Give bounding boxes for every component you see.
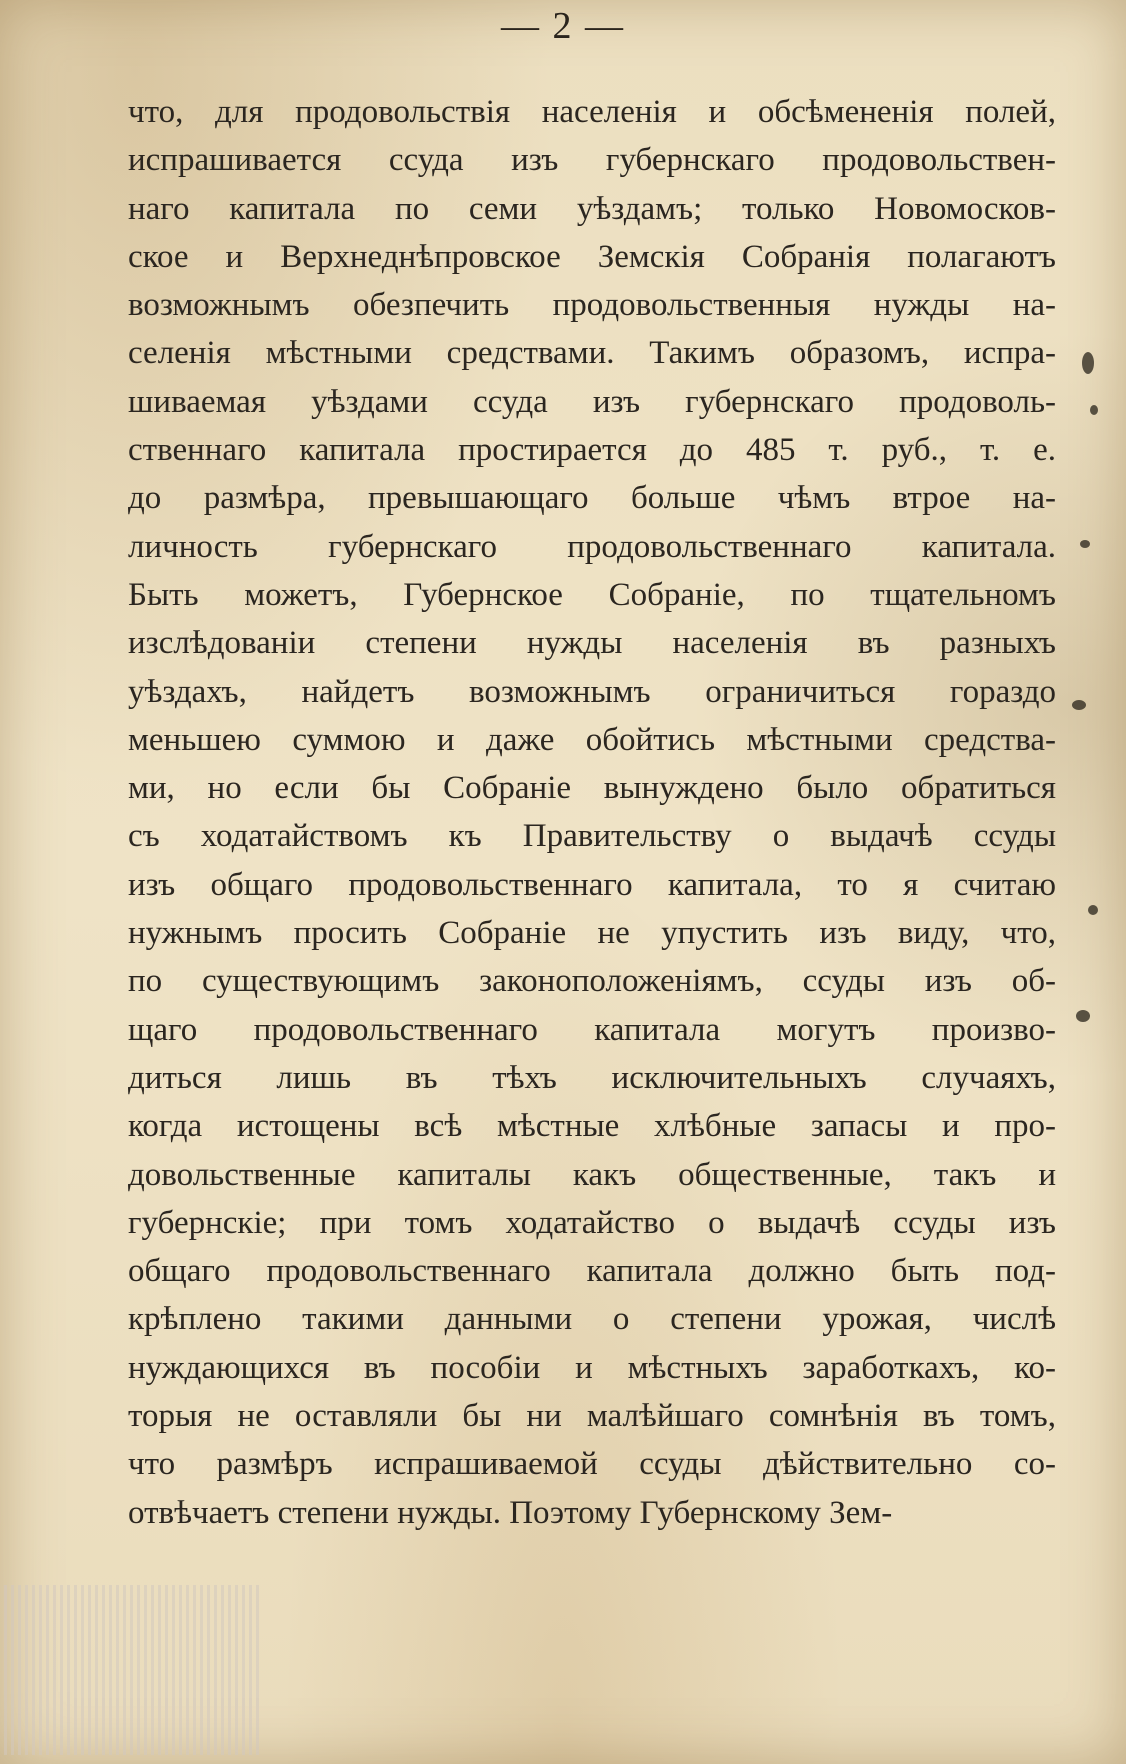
text-line: когда истощены всѣ мѣстные хлѣбные запасы и про- [128, 1108, 1056, 1145]
text-line: наго капитала по семи уѣздамъ; только Новомосков- [128, 190, 1056, 227]
text-line: ми, но если бы Собраніе вынуждено было обратиться [128, 770, 1056, 807]
text-line: селенія мѣстными средствами. Такимъ образомъ, испра- [128, 335, 1056, 372]
text-line: меньшею суммою и даже обойтись мѣстными средства- [128, 721, 1056, 758]
text-line: крѣплено такими данными о степени урожая, числѣ [128, 1301, 1056, 1338]
text-line: изъ общаго продовольственнаго капитала, то я считаю [128, 866, 1056, 903]
ink-stain [1072, 700, 1086, 710]
text-line: по существующимъ законоположеніямъ, ссуды изъ об- [128, 963, 1056, 1000]
text-line: нуждающихся въ пособіи и мѣстныхъ заработкахъ, ко- [128, 1349, 1056, 1386]
text-line: личность губернскаго продовольственнаго капитала. [128, 528, 1056, 565]
text-line: ственнаго капитала простирается до 485 т. руб., т. е. [128, 432, 1056, 469]
ink-stain [1082, 352, 1094, 374]
library-stamp-barcode [4, 1585, 260, 1755]
text-line: возможнымъ обезпечить продовольственныя нужды на- [128, 287, 1056, 324]
text-line: отвѣчаетъ степени нужды. Поэтому Губернскому Зем- [128, 1494, 893, 1531]
text-line: диться лишь въ тѣхъ исключительныхъ случаяхъ, [128, 1059, 1056, 1096]
text-line: съ ходатайствомъ къ Правительству о выдачѣ ссуды [128, 818, 1056, 855]
text-line: щаго продовольственнаго капитала могутъ произво- [128, 1011, 1056, 1048]
ink-stain [1088, 905, 1098, 915]
text-line: довольственные капиталы какъ общественные, такъ и [128, 1156, 1056, 1193]
text-line: до размѣра, превышающаго больше чѣмъ втрое на- [128, 480, 1056, 517]
text-line: что размѣръ испрашиваемой ссуды дѣйствительно со- [128, 1446, 1056, 1483]
text-line: шиваемая уѣздами ссуда изъ губернскаго продоволь- [128, 383, 1056, 420]
text-line: уѣздахъ, найдетъ возможнымъ ограничиться гораздо [128, 673, 1056, 710]
ink-stain [1076, 1010, 1090, 1022]
text-line: ское и Верхнеднѣпровское Земскія Собранія полагаютъ [128, 238, 1056, 275]
body-text [128, 88, 1056, 1537]
ink-stain [1080, 540, 1090, 548]
text-line: нужнымъ просить Собраніе не упустить изъ виду, что, [128, 915, 1056, 952]
page-number: — 2 — [501, 5, 625, 47]
text-line: торыя не оставляли бы ни малѣйшаго сомнѣнія въ томъ, [128, 1398, 1056, 1435]
text-line: изслѣдованіи степени нужды населенія въ разныхъ [128, 625, 1056, 662]
text-line: что, для продовольствія населенія и обсѣмененія полей, [128, 94, 1056, 130]
ink-stain [1090, 405, 1098, 415]
text-line: губернскіе; при томъ ходатайство о выдачѣ ссуды изъ [128, 1204, 1056, 1241]
text-line: Быть можетъ, Губернское Собраніе, по тщательномъ [128, 576, 1056, 613]
text-line: общаго продовольственнаго капитала должно быть под- [128, 1253, 1056, 1290]
text-line: испрашивается ссуда изъ губернскаго продовольствен- [128, 142, 1056, 179]
